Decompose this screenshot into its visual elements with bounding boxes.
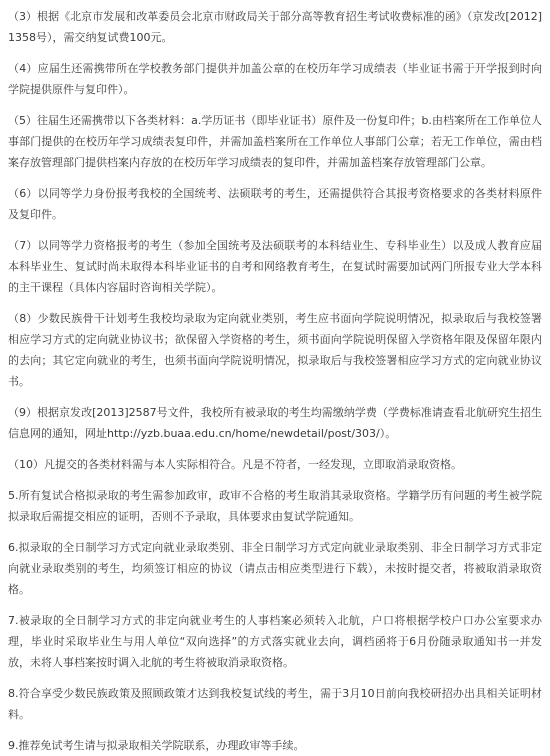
section-5-political-review: 5.所有复试合格拟录取的考生需参加政审，政审不合格的考生取消其录取资格。学籍学历有问题的考生被学院拟录取后需提交相应的证明，否则不予录取，具体要求由复试学院通知。 [8,489,542,523]
section-6-agreements: 6.拟录取的全日制学习方式定向就业录取类别、非全日制学习方式定向就业录取类别、非全日制学习方式非定向就业录取类别的考生，均须签订相应的协议（请点击相应类型进行下载），未按时提交者，将被取消录取资格。 [8,541,542,596]
paragraph-4-current-graduates: （4）应届生还需携带所在学校教务部门提供并加盖公章的在校历年学习成绩表（毕业证书需于开学报到时向学院提供原件与复印件）。 [8,62,542,96]
paragraph-9-tuition: （9）根据京发改[2013]2587号文件，我校所有被录取的考生均需缴纳学费（学费标准请查看北航研究生招生信息网的通知，网址http://yzb.buaa.edu.cn/home/newdetail/post/303/）。 [8,406,542,440]
paragraph-7-additional-exams: （7）以同等学力资格报考的考生（参加全国统考及法硕联考的本科结业生、专科毕业生）以及成人教育应届本科毕业生、复试时尚未取得本科毕业证书的自考和网络教育考生，在复试时需要加试两门所报专业大学本科的主干课程（具体内容届时咨询相关学院）。 [8,239,542,294]
section-9-recommended-students: 9.推荐免试考生请与拟录取相关学院联系，办理政审等手续。 [8,739,305,752]
paragraph-10-authenticity: （10）凡提交的各类材料需与本人实际相符合。凡是不符者，一经发现，立即取消录取资格。 [8,458,462,471]
paragraph-8-minority-plan: （8）少数民族骨干计划考生我校均录取为定向就业类别，考生应书面向学院说明情况，拟录取后与我校签署相应学习方式的定向就业协议书；欲保留入学资格的考生，须书面向学院说明保留入学资格年限及保留年限内的去向；其它定向就业的考生，也须书面向学院说明情况，拟录取后与我校签署相应学习方式的定向就业协议书。 [8,312,542,388]
section-7-personnel-files: 7.被录取的全日制学习方式的非定向就业考生的人事档案必须转入北航，户口将根据学校户口办公室要求办理，毕业时采取毕业生与用人单位“双向选择”的方式落实就业去向，调档函将于6月份随录取通知书一并发放，未将人事档案按时调入北航的考生将被取消录取资格。 [8,614,542,669]
paragraph-3-fee: （3）根据《北京市发展和改革委员会北京市财政局关于部分高等教育招生考试收费标准的函》（京发改[2012]1358号），需交纳复试费100元。 [8,10,542,44]
paragraph-6-equivalent-qualification: （6）以同等学力身份报考我校的全国统考、法硕联考的考生，还需提供符合其报考资格要求的各类材料原件及复印件。 [8,187,542,221]
section-8-minority-policy: 8.符合享受少数民族政策及照顾政策才达到我校复试线的考生，需于3月10日前向我校研招办出具相关证明材料。 [8,687,542,721]
paragraph-5-past-graduates: （5）往届生还需携带以下各类材料：a.学历证书（即毕业证书）原件及一份复印件；b.由档案所在工作单位人事部门提供的在校历年学习成绩表复印件，并需加盖档案所在工作单位人事部门公章；若无工作单位，需由档案存放管理部门提供档案内存放的在校历年学习成绩表的复印件，并需加盖档案存放管理部门公章。 [8,114,542,169]
